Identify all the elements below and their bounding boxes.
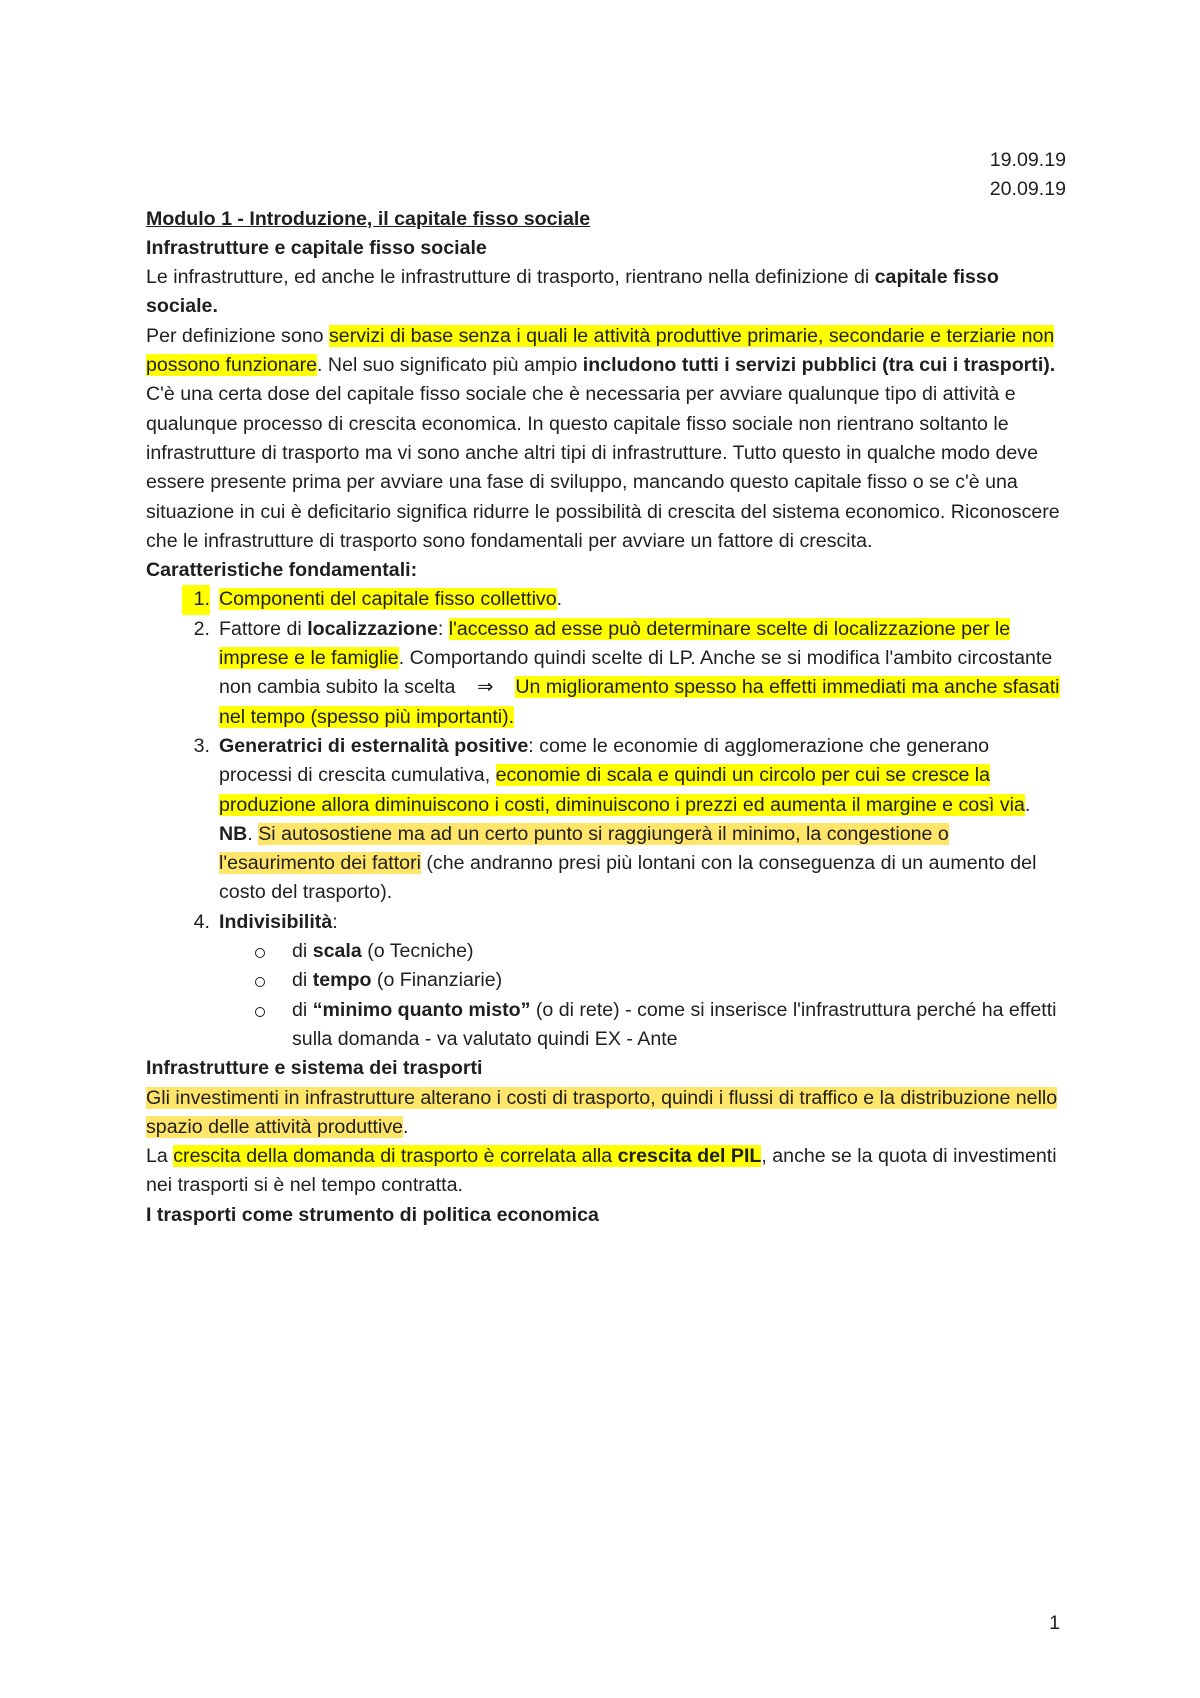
sublist-item-rete: di “minimo quanto misto” (o di rete) - come si inserisce l'infrastruttura perché ha effetti sulla domanda - va valutato quindi EX - Ante xyxy=(219,996,1066,1055)
caratteristiche-list xyxy=(146,585,1066,1054)
paragraph-dose-capitale: C'è una certa dose del capitale fisso sociale che è necessaria per avviare qualunque tipo di attività e qualunque processo di crescita economica. In questo capitale fisso sociale non rientrano soltanto le infrastrutture di trasporto ma vi sono anche altri tipi di infrastrutture. Tutto questo in qualche modo deve essere presente prima per avviare una fase di sviluppo, mancando questo capitale fisso o se c'è una situazione in cui è deficitario significa ridurre le possibilità di crescita del sistema economico. Riconoscere che le infrastrutture di trasporto sono fondamentali per avviare un fattore di crescita. xyxy=(146,383,1060,552)
section-heading-capitale: Infrastrutture e capitale fisso sociale xyxy=(146,236,487,259)
list-number: 1. xyxy=(182,585,210,614)
indivisibilita-sublist xyxy=(219,937,1066,1054)
module-title: Modulo 1 - Introduzione, il capitale fisso sociale xyxy=(146,207,591,230)
page-number: 1 xyxy=(1049,1612,1060,1634)
list-item-indivisibilita: 4. Indivisibilità: di scala (o Tecniche) di tempo (o Finanziarie) di “minimo quanto misto” (o di rete) - come si inserisce l'infrastruttura perché ha effetti sulla domanda - va valutato quindi EX - Ante xyxy=(146,908,1066,1054)
paragraph-definizione: Le infrastrutture, ed anche le infrastrutture di trasporto, rientrano nella definizione di capitale fisso sociale. xyxy=(146,266,999,318)
document-body xyxy=(146,146,1066,1230)
paragraph-crescita-domanda: La crescita della domanda di trasporto è correlata alla crescita del PIL, anche se la quota di investimenti nei trasporti si è nel tempo contratta. xyxy=(146,1145,1057,1197)
paragraph-investimenti: Gli investimenti in infrastrutture alterano i costi di trasporto, quindi i flussi di traffico e la distribuzione nello spazio delle attività produttive. xyxy=(146,1086,1058,1138)
section-heading-sistema-trasporti: Infrastrutture e sistema dei trasporti xyxy=(146,1057,483,1080)
list-number: 3. xyxy=(193,734,210,757)
paragraph-servizi-base: Per definizione sono servizi di base senza i quali le attività produttive primarie, secondarie e terziarie non possono funzionare. Nel suo significato più ampio includono tutti i servizi pubblici (tra cui i trasporti). xyxy=(146,324,1056,377)
list-number: 2. xyxy=(193,617,210,640)
circle-bullet-icon xyxy=(255,977,265,987)
circle-bullet-icon xyxy=(255,1007,265,1017)
list-number: 4. xyxy=(193,910,210,933)
implies-arrow-icon: ⇒ xyxy=(477,676,494,699)
date-line-1: 19.09.19 xyxy=(989,149,1066,171)
section-heading-caratteristiche: Caratteristiche fondamentali: xyxy=(146,559,418,582)
highlight-servizi-base: servizi di base senza i quali le attività produttive primarie, secondarie e terziarie non possono funzionare xyxy=(146,324,1055,377)
list-item-esternalita: 3. Generatrici di esternalità positive: come le economie di agglomerazione che generano processi di crescita cumulativa, economie di scala e quindi un circolo per cui se cresce la produzione allora diminuiscono i costi, diminuiscono i prezzi ed aumenta il margine e così via. NB. Si autosostiene ma ad un certo punto si raggiungerà il minimo, la congestione o l'esaurimento dei fattori (che andranno presi più lontani con la conseguenza di un aumento del costo del trasporto). xyxy=(146,732,1066,908)
circle-bullet-icon xyxy=(255,948,265,958)
sublist-item-scala: di scala (o Tecniche) xyxy=(219,937,1066,966)
date-line-2: 20.09.19 xyxy=(989,178,1066,201)
section-heading-politica-economica: I trasporti come strumento di politica economica xyxy=(146,1203,599,1226)
list-item-localizzazione: 2. Fattore di localizzazione: l'accesso ad esse può determinare scelte di localizzazione per le imprese e le famiglie. Comportando quindi scelte di LP. Anche se si modifica l'ambito circostante non cambia subito la scelta ⇒ Un miglioramento spesso ha effetti immediati ma anche sfasati nel tempo (spesso più importanti). xyxy=(146,615,1066,732)
sublist-item-tempo: di tempo (o Finanziarie) xyxy=(219,966,1066,995)
list-item-componenti: 1. Componenti del capitale fisso collettivo. xyxy=(146,585,1066,614)
